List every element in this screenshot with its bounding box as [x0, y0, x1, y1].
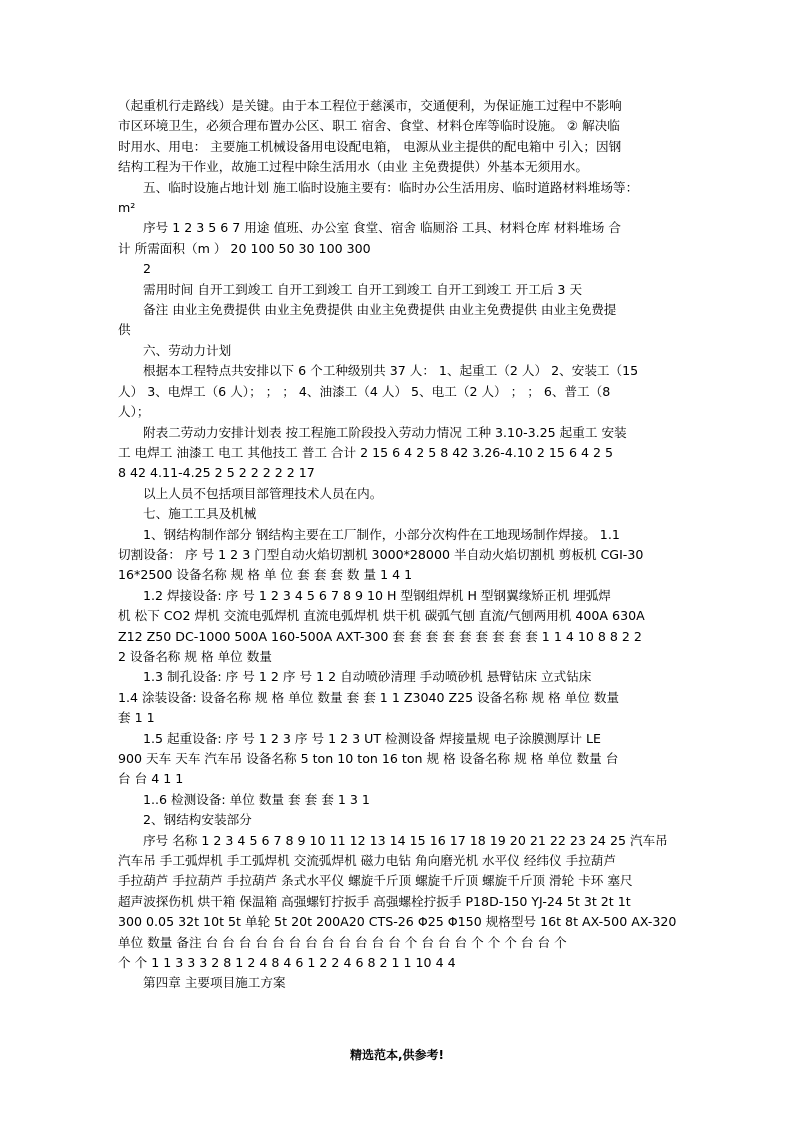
text-line: 2、钢结构安装部分 — [143, 812, 252, 828]
text-line: 备注 由业主免费提供 由业主免费提供 由业主免费提供 由业主免费提供 由业主免费提 — [143, 302, 617, 318]
text-line: 时用水、用电： 主要施工机械设备用电设配电箱， 电源从业主提供的配电箱中 引入；因钢 — [118, 138, 622, 154]
text-line: 序号 1 2 3 5 6 7 用途 值班、办公室 食堂、宿舍 临厕浴 工具、材料仓库 材料堆场 合 — [143, 220, 621, 236]
text-line: 1.2 焊接设备: 序 号 1 2 3 4 5 6 7 8 9 10 H 型钢组焊机 H 型钢翼缘矫正机 埋弧焊 — [143, 587, 611, 603]
text-line: 市区环境卫生，必须合理布置办公区、职工 宿舍、食堂、材料仓库等临时设施。 ② 解决临 — [118, 118, 620, 134]
text-line: 汽车吊 手工弧焊机 手工弧焊机 交流弧焊机 磁力电钻 角向磨光机 水平仪 经纬仪 手拉葫芦 — [118, 853, 616, 869]
text-line: 以上人员不包括项目部管理技术人员在内。 — [143, 485, 383, 501]
text-line: 需用时间 自开工到竣工 自开工到竣工 自开工到竣工 自开工到竣工 开工后 3 天 — [143, 281, 583, 297]
text-line: 1.4 涂装设备: 设备名称 规 格 单位 数量 套 套 1 1 Z3040 Z25 设备名称 规 格 单位 数量 — [118, 689, 620, 705]
page-footer: 精选范本,供参考! — [349, 1048, 445, 1062]
text-line: 根据本工程特点共安排以下 6 个工种级别共 37 人： 1、起重工（2 人） 2、安装工（15 — [143, 363, 639, 379]
text-line: Z12 Z50 DC-1000 500A 160-500A AXT-300 套 套 套 套 套 套 套 套 套 1 1 4 10 8 8 2 2 — [118, 628, 642, 644]
text-line: 结构工程为干作业，故施工过程中除生活用水（由业 主免费提供）外基本无须用水。 — [118, 159, 588, 175]
text-line: 300 0.05 32t 10t 5t 单轮 5t 20t 200A20 CTS-26 Φ25 Φ150 规格型号 16t 8t AX-500 AX-320 — [118, 914, 677, 930]
text-line: 1.5 起重设备: 序 号 1 2 3 序 号 1 2 3 UT 检测设备 焊接量规 电子涂膜测厚计 LE — [143, 730, 601, 746]
text-line: 计 所需面积（m ） 20 100 50 30 100 300 — [118, 240, 371, 256]
text-line: 超声波探伤机 烘干箱 保温箱 高强螺钉拧扳手 高强螺栓拧扳手 P18D-150 YJ-24 5t 3t 2t 1t — [118, 893, 631, 909]
text-line: 2 设备名称 规 格 单位 数量 — [118, 648, 272, 664]
text-line: 工 电焊工 油漆工 电工 其他技工 普工 合计 2 15 6 4 2 5 8 42 3.26-4.10 2 15 6 4 2 5 — [118, 444, 613, 460]
text-line: 2 — [143, 261, 152, 277]
text-line: 附表二劳动力安排计划表 按工程施工阶段投入劳动力情况 工种 3.10-3.25 起重工 安装 — [143, 424, 627, 440]
document-body — [118, 96, 690, 994]
text-line: 六、劳动力计划 — [143, 342, 232, 358]
text-line: 七、施工工具及机械 — [143, 506, 257, 522]
text-line: 1、钢结构制作部分 钢结构主要在工厂制作，小部分次构件在工地现场制作焊接。 1.1 — [143, 526, 620, 542]
text-line: 第四章 主要项目施工方案 — [143, 975, 286, 991]
text-line: m² — [118, 200, 136, 216]
text-line: 序号 名称 1 2 3 4 5 6 7 8 9 10 11 12 13 14 15 16 17 18 19 20 21 22 23 24 25 汽车吊 — [143, 832, 668, 848]
text-line: 人）； — [118, 404, 150, 420]
text-line: 8 42 4.11-4.25 2 5 2 2 2 2 2 17 — [118, 465, 315, 481]
text-line: 个 个 1 1 3 3 3 2 8 1 2 4 8 4 6 1 2 2 4 6 8 2 1 1 10 4 4 — [118, 955, 456, 971]
text-line: 切割设备： 序 号 1 2 3 门型自动火焰切割机 3000*28000 半自动火焰切割机 剪板机 CGI-30 — [118, 546, 644, 562]
text-line: 手拉葫芦 手拉葫芦 手拉葫芦 条式水平仪 螺旋千斤顶 螺旋千斤顶 螺旋千斤顶 滑轮 卡环 塞尺 — [118, 873, 633, 889]
text-line: 900 天车 天车 汽车吊 设备名称 5 ton 10 ton 16 ton 规 格 设备名称 规 格 单位 数量 台 — [118, 751, 619, 766]
text-line: 1.3 制孔设备: 序 号 1 2 序 号 1 2 自动喷砂清理 手动喷砂机 悬臂钻床 立式钻床 — [143, 669, 592, 685]
text-line: 五、临时设施占地计划 施工临时设施主要有：临时办公生活用房、临时道路材料堆场等： — [143, 179, 639, 195]
text-line: 供 — [118, 322, 131, 338]
text-line: 单位 数量 备注 台 台 台 台 台 台 台 台 台 台 台 台 个 台 台 台 个 个 个 台 台 个 — [118, 934, 567, 950]
text-line: 套 1 1 — [118, 710, 155, 726]
text-line: 人） 3、电焊工（6 人）； ； ； 4、油漆工（4 人） 5、电工（2 人） ； ； 6、普工（8 — [118, 383, 611, 399]
text-line: 16*2500 设备名称 规 格 单 位 套 套 套 数 量 1 4 1 — [118, 567, 413, 583]
text-line: 机 松下 CO2 焊机 交流电弧焊机 直流电弧焊机 烘干机 碳弧气刨 直流/气刨两用机 400A 630A — [118, 608, 645, 624]
text-line: 1..6 检测设备: 单位 数量 套 套 套 1 3 1 — [143, 791, 370, 807]
text-line: （起重机行走路线）是关键。由于本工程位于慈溪市，交通便利，为保证施工过程中不影响 — [118, 98, 622, 113]
text-line: 台 台 4 1 1 — [118, 771, 184, 787]
